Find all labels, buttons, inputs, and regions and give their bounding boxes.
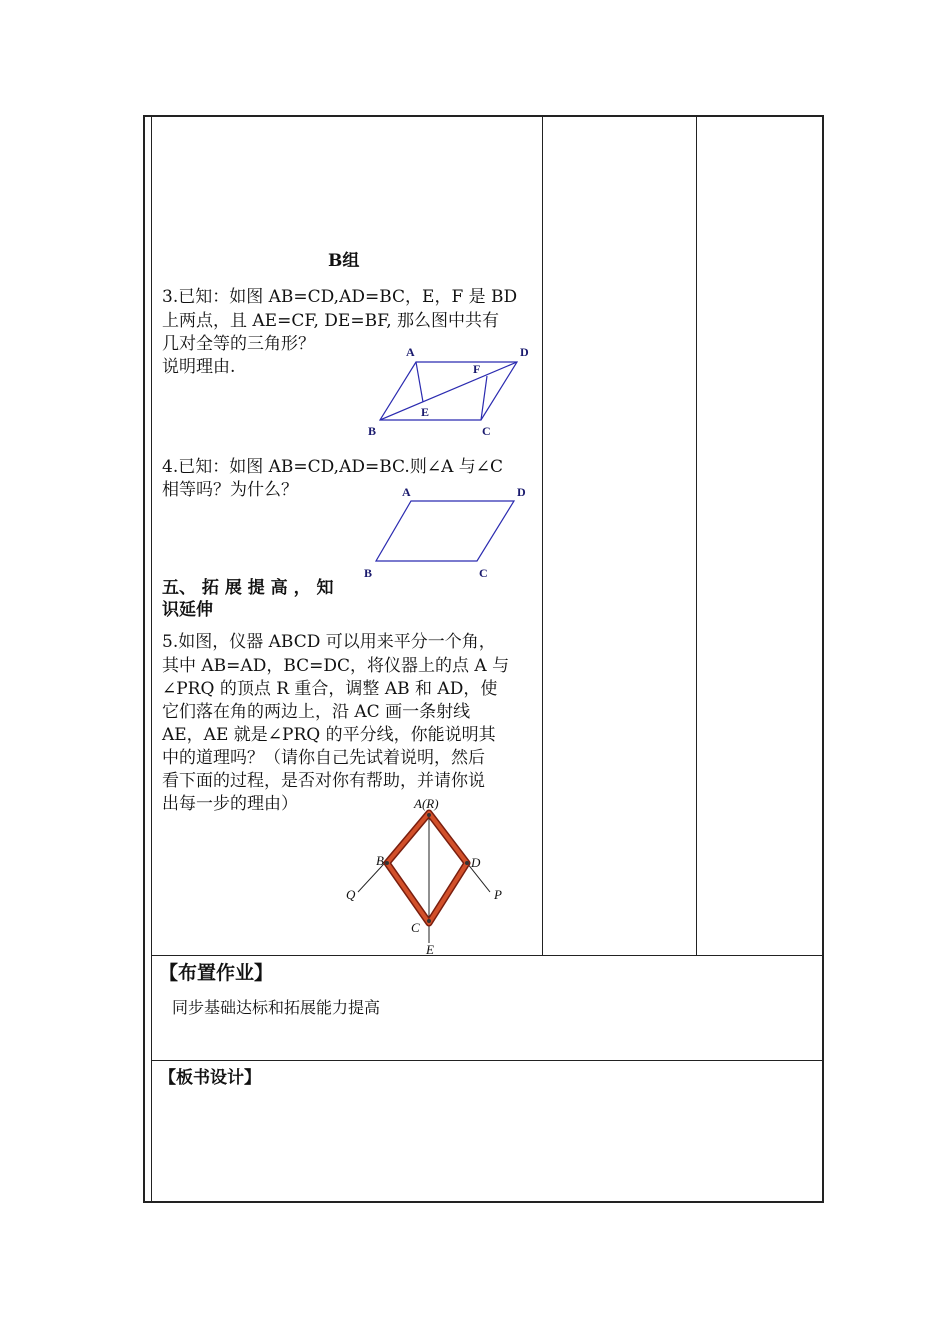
table-border-top [143,115,823,117]
q4-parallelogram [376,501,514,561]
homework-content: 同步基础达标和拓展能力提高 [172,998,381,1017]
q5-line-5: AE，AE 就是∠PRQ 的平分线，你能说明其 [162,725,496,745]
homework-heading: 【布置作业】 [159,962,274,984]
section-five-heading-1: 五、 拓 展 提 高 ， 知 [162,578,334,598]
q4-label-b: B [364,566,373,580]
board-heading: 【板书设计】 [159,1068,261,1088]
column-divider-1 [542,115,543,956]
q3-label-b: B [368,424,377,438]
q3-label-f: F [473,362,481,376]
q3-label-d: D [520,345,529,359]
q5-line-1: 5.如图，仪器 ABCD 可以用来平分一个角， [162,632,496,652]
q4-label-d: D [517,485,526,499]
q3-line-3: 几对全等的三角形？ [162,334,315,354]
section-five-heading-2: 识延伸 [162,600,213,620]
q5-line-8: 出每一步的理由） [162,794,298,814]
table-border-left-outer [143,115,145,1203]
q4-line-1: 4.已知：如图 AB=CD,AD=BC.则∠A 与∠C [162,457,504,477]
row-divider-board [151,1060,823,1061]
q3-line-2: 上两点，且 AE=CF, DE=BF, 那么图中共有 [162,311,500,331]
q5-line-7: 看下面的过程，是否对你有帮助，并请你说 [162,771,485,791]
q5-line-6: 中的道理吗？（请你自己先试着说明，然后 [162,748,485,768]
q5-pivot-a [427,813,431,817]
q5-label-c: C [411,920,420,935]
q3-segment-cf [481,376,487,420]
q5-pivot-d [465,861,469,865]
q3-label-c: C [482,424,491,438]
q3-parallelogram-figure [360,340,540,440]
table-border-bottom [143,1201,823,1203]
q5-instrument-figure [340,795,520,960]
q3-label-a: A [406,345,415,359]
q5-frame-outer [387,813,467,923]
q3-line-4: 说明理由. [162,357,236,377]
q5-line-3: ∠PRQ 的顶点 R 重合，调整 AB 和 AD，使 [162,679,498,699]
q4-label-c: C [479,566,488,580]
q5-frame-inner [387,813,467,923]
q4-label-a: A [402,485,411,499]
q3-line-1: 3.已知：如图 AB=CD,AD=BC，E，F 是 BD [162,287,518,307]
q5-label-q: Q [346,887,356,902]
q5-pivot-c [427,919,431,923]
q5-label-b: B [376,853,384,868]
section-b-title: B组 [328,251,360,271]
q5-line-4: 它们落在角的两边上，沿 AC 画一条射线 [162,702,471,722]
q5-label-e: E [426,942,434,957]
q5-line-2: 其中 AB=AD，BC=DC，将仪器上的点 A 与 [162,656,510,676]
q3-diagonal-bd [380,362,517,420]
q5-label-p: P [494,887,502,902]
column-divider-2 [696,115,697,956]
q3-label-e: E [421,405,430,419]
q3-segment-ae [416,362,423,402]
table-border-left-inner [151,115,152,1203]
q5-pivot-b [385,861,389,865]
q4-line-2: 相等吗？为什么？ [162,480,298,500]
q5-label-ar: A(R) [414,796,439,811]
q5-label-d: D [471,855,481,870]
table-border-right [822,115,824,1203]
q4-parallelogram-figure [360,485,540,585]
